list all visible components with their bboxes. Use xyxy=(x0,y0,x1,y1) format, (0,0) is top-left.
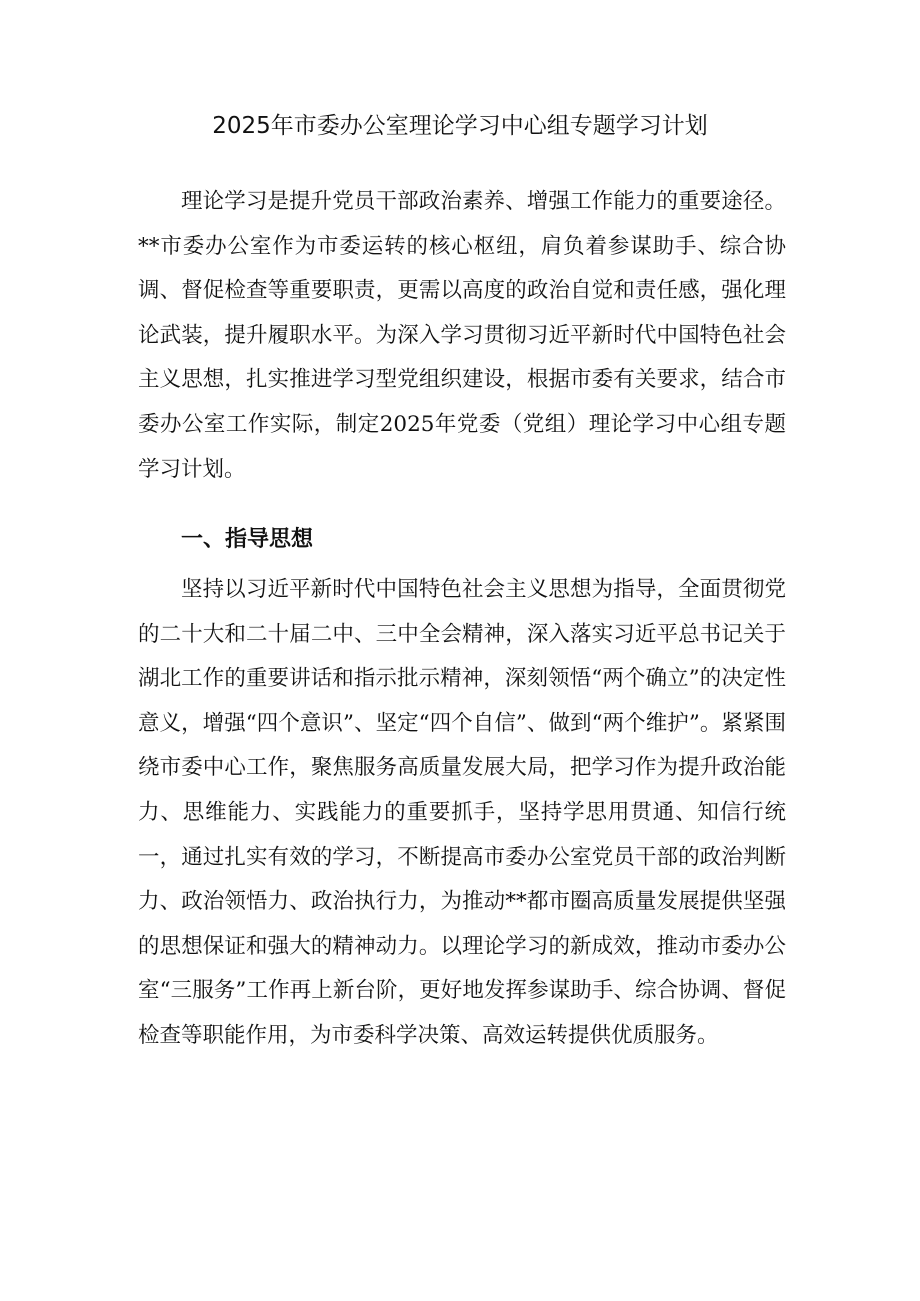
document-title: 2025年市委办公室理论学习中心组专题学习计划 xyxy=(212,113,708,139)
guiding-ideology-paragraph: 坚持以习近平新时代中国特色社会主义思想为指导，全面贯彻党的二十大和二十届二中、三中全会精神，深入落实习近平总书记关于湖北工作的重要讲话和指示批示精神，深刻领悟“两个确立”的决定性意义，增强“四个意识”、坚定“四个自信”、做到“两个维护”。紧紧围绕市委中心工作，聚焦服务高质量发展大局，把学习作为提升政治能力、思维能力、实践能力的重要抓手，坚持学思用贯通、知信行统一，通过扎实有效的学习，不断提高市委办公室党员干部的政治判断力、政治领悟力、政治执行力，为推动**都市圈高质量发展提供坚强的思想保证和强大的精神动力。以理论学习的新成效，推动市委办公室“三服务”工作再上新台阶，更好地发挥参谋助手、综合协调、督促检查等职能作用，为市委科学决策、高效运转提供优质服务。 xyxy=(138,577,786,1048)
intro-paragraph: 理论学习是提升党员干部政治素养、增强工作能力的重要途径。**市委办公室作为市委运转的核心枢纽，肩负着参谋助手、综合协调、督促检查等重要职责，更需以高度的政治自觉和责任感，强化理论武装，提升履职水平。为深入学习贯彻习近平新时代中国特色社会主义思想，扎实推进学习型党组织建设，根据市委有关要求，结合市委办公室工作实际，制定2025年党委（党组）理论学习中心组专题学习计划。 xyxy=(138,189,786,482)
section-heading-guiding-ideology: 一、指导思想 xyxy=(181,527,314,552)
